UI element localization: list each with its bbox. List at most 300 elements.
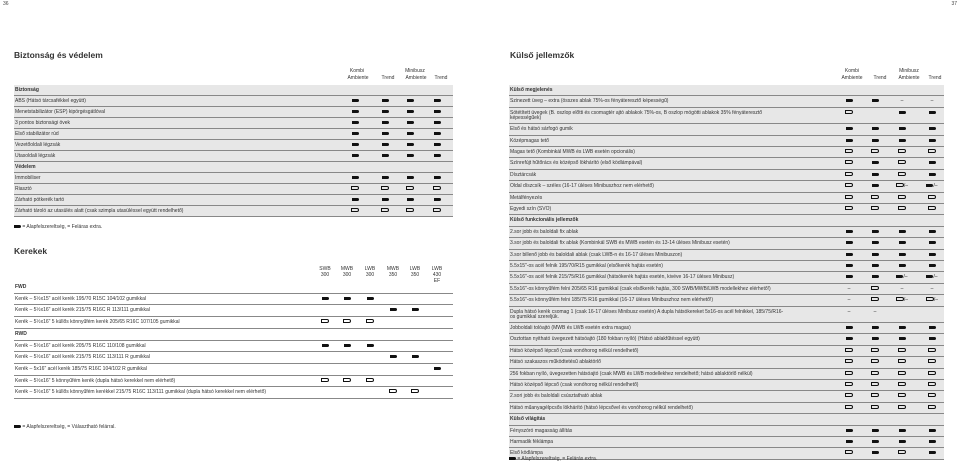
legend-wheels — [14, 424, 116, 430]
standard-symbol — [434, 99, 441, 102]
availability-cell — [410, 307, 420, 313]
row-label: Metálfényezés — [510, 194, 543, 201]
standard-symbol — [929, 451, 936, 454]
availability-cell — [432, 153, 442, 159]
availability-cell — [927, 286, 937, 292]
row-label: Jobboldali tolóajtó (MWB és LWB esetén extra magas) — [510, 325, 631, 331]
row-label: Utasoldali légzsák — [15, 153, 56, 159]
availability-cell — [870, 263, 880, 269]
optional-symbol — [896, 297, 904, 301]
availability-cell — [405, 120, 415, 126]
standard-symbol — [872, 161, 879, 164]
availability-cell — [844, 263, 854, 269]
standard-symbol — [872, 326, 879, 329]
availability-cell — [350, 186, 360, 192]
availability-cell — [870, 138, 880, 144]
row-background — [14, 162, 453, 172]
standard-symbol — [367, 297, 374, 300]
availability-cell — [350, 208, 360, 214]
availability-cell — [897, 252, 907, 258]
row-divider — [14, 398, 453, 399]
optional-symbol — [871, 371, 879, 375]
availability-cell — [388, 307, 398, 313]
row-label: 256 fokban nyíló, üvegezetten hátsóajtó (csak MWB és LWB modellekhez rendelhető; hátsó ablaktörlő nélkül) — [510, 370, 753, 377]
standard-symbol — [899, 264, 906, 267]
legend-safety-text: = Alapfelszereltség, = Feláras extra. — [22, 224, 103, 230]
standard-symbol — [352, 110, 359, 113]
row-background — [14, 85, 453, 95]
standard-symbol — [382, 176, 389, 179]
standard-symbol — [846, 230, 853, 233]
availability-cell — [365, 296, 375, 302]
optional-symbol — [928, 359, 936, 363]
standard-symbol — [407, 132, 414, 135]
availability-cell — [927, 405, 937, 411]
standard-symbol — [899, 230, 906, 233]
availability-cell — [870, 183, 880, 189]
standard-symbol — [382, 110, 389, 113]
optional-symbol — [871, 286, 879, 290]
availability-cell — [844, 138, 854, 144]
not-available-mark: – — [934, 183, 938, 190]
availability-cell — [844, 428, 854, 434]
availability-cell — [405, 131, 415, 137]
availability-cell — [405, 197, 415, 203]
standard-symbol — [434, 176, 441, 179]
row-label: Sötétített üvegek (B. oszlop előtti és csomagtér ajtó ablakok 75%-os, B oszlop mögötti ablakok 35% fényáteresztő — [510, 109, 763, 116]
optional-symbol — [898, 206, 906, 210]
standard-symbol — [390, 355, 397, 358]
section-heading: FWD — [15, 284, 27, 290]
row-label: Osztottan nyitható üvegezett hátsóajtó (180 fokban nyíló) (Hátsó ablakfűtéssel együtt) — [510, 336, 700, 343]
optional-symbol — [845, 183, 853, 187]
wheel-column-label: MWB 350 — [386, 266, 400, 278]
standard-symbol — [352, 154, 359, 157]
legend-exterior — [509, 456, 597, 462]
standard-symbol — [899, 429, 906, 432]
standard-symbol — [896, 275, 903, 278]
r-header-kombi: Kombi — [844, 68, 860, 74]
availability-cell — [870, 206, 880, 212]
availability-cell — [870, 359, 880, 365]
availability-cell — [897, 138, 907, 144]
availability-cell — [844, 274, 854, 280]
header-ambiente: Ambiente — [347, 75, 369, 81]
availability-cell — [388, 354, 398, 360]
optional-symbol — [411, 389, 419, 393]
row-label: Harmadik féklámpa — [510, 439, 554, 445]
availability-cell — [897, 126, 907, 132]
availability-cell — [320, 343, 330, 349]
optional-symbol — [871, 297, 879, 301]
wheel-column-label: MWB 300 — [340, 266, 354, 278]
wheel-column-label: SWB 300 — [319, 266, 331, 278]
standard-symbol — [846, 99, 853, 102]
row-label: 2.sori jobb és baloldali csúsztatható ablak — [510, 393, 603, 400]
availability-cell — [897, 325, 907, 331]
availability-cell — [365, 343, 375, 349]
availability-cell — [844, 110, 854, 116]
optional-symbol — [389, 389, 397, 393]
optional-symbol — [321, 378, 329, 382]
standard-symbol — [929, 139, 936, 142]
optional-symbol — [845, 172, 853, 176]
optional-symbol — [871, 348, 879, 352]
availability-cell — [897, 240, 907, 246]
availability-cell — [870, 450, 880, 456]
standard-symbol — [407, 110, 414, 113]
optional-symbol — [898, 450, 906, 454]
standard-symbol — [899, 127, 906, 130]
wheel-column-header — [335, 266, 359, 278]
standard-symbol — [407, 154, 414, 157]
optional-symbol — [898, 393, 906, 397]
availability-cell — [405, 142, 415, 148]
standard-symbol — [929, 241, 936, 244]
row-label: Hátsó szakaszos működtetésű ablaktörlő — [510, 359, 601, 366]
availability-cell — [380, 142, 390, 148]
row-label: Oldal díszcsík – széles (16-17 üléses Minibuszhoz nem elérhető) — [510, 183, 654, 190]
availability-cell — [844, 126, 854, 132]
availability-cell — [897, 382, 907, 388]
standard-symbol — [352, 198, 359, 201]
standard-symbol — [929, 337, 936, 340]
row-label: 5.5x16"-os acél felnik 215/75/R16 gumikkal (hátsókerék hajtás esetén, kivéve 16-17 üléses Minibusz) — [510, 274, 735, 281]
optional-symbol — [928, 195, 936, 199]
standard-symbol — [929, 230, 936, 233]
standard-symbol — [434, 143, 441, 146]
availability-cell — [927, 206, 937, 212]
availability-cell — [897, 149, 907, 155]
standard-symbol — [926, 275, 933, 278]
row-label: Riasztó — [15, 186, 32, 192]
standard-symbol — [344, 297, 351, 300]
standard-symbol — [322, 297, 329, 300]
row-divider — [14, 216, 453, 217]
optional-symbol — [845, 382, 853, 386]
optional-symbol — [928, 382, 936, 386]
standard-symbol — [434, 367, 441, 370]
section-heading: Külső megjelenés — [510, 87, 553, 93]
availability-cell — [432, 109, 442, 115]
wheels-title: Kerekek — [14, 246, 48, 256]
availability-cell — [844, 393, 854, 399]
availability-cell — [870, 274, 880, 280]
standard-symbol — [352, 132, 359, 135]
availability-cell — [844, 309, 854, 315]
optional-symbol — [898, 371, 906, 375]
row-divider — [14, 351, 453, 352]
availability-cell — [844, 240, 854, 246]
availability-cell — [897, 110, 907, 116]
standard-symbol — [929, 161, 936, 164]
availability-cell — [927, 336, 937, 342]
availability-cell — [844, 348, 854, 354]
standard-symbol — [872, 230, 879, 233]
standard-symbol — [846, 127, 853, 130]
availability-cell — [432, 142, 442, 148]
standard-symbol — [872, 139, 879, 142]
row-label: Kerék – 5½x16" 5 küllős könnyűfém kerék 205/65 R16C 107/105 gumikkal — [15, 319, 180, 326]
standard-symbol — [872, 184, 879, 187]
standard-symbol — [407, 121, 414, 124]
standard-symbol — [382, 99, 389, 102]
row-divider — [14, 363, 453, 364]
availability-cell — [870, 428, 880, 434]
section-heading: Biztonság — [15, 87, 39, 93]
availability-cell — [432, 175, 442, 181]
optional-symbol — [343, 378, 351, 382]
standard-symbol — [352, 143, 359, 146]
availability-cell — [870, 405, 880, 411]
availability-cell — [927, 325, 937, 331]
standard-symbol — [929, 173, 936, 176]
optional-symbol — [845, 160, 853, 164]
availability-cell: /– — [894, 274, 910, 280]
availability-cell — [380, 208, 390, 214]
standard-symbol — [872, 275, 879, 278]
availability-cell — [432, 366, 442, 372]
standard-symbol — [929, 264, 936, 267]
availability-cell — [380, 175, 390, 181]
availability-cell — [432, 197, 442, 203]
not-available-mark: – — [934, 274, 938, 281]
row-label: Hátsó középső lépcső (csak vonóhorog nélkül rendelhető) — [510, 347, 639, 354]
availability-cell — [927, 428, 937, 434]
availability-cell: /– — [894, 183, 910, 189]
availability-cell — [927, 263, 937, 269]
availability-cell — [870, 195, 880, 201]
standard-symbol — [434, 198, 441, 201]
availability-cell — [927, 371, 937, 377]
not-available-mark: – — [905, 183, 909, 190]
availability-cell: /– — [924, 274, 940, 280]
standard-symbol — [382, 198, 389, 201]
optional-symbol — [845, 110, 853, 114]
availability-cell — [320, 319, 330, 325]
availability-cell — [432, 186, 442, 192]
availability-cell — [844, 371, 854, 377]
availability-cell — [844, 229, 854, 235]
optional-symbol — [928, 405, 936, 409]
availability-cell — [844, 172, 854, 178]
wheel-column-header — [358, 266, 382, 278]
availability-cell — [897, 371, 907, 377]
standard-symbol — [407, 198, 414, 201]
availability-cell — [870, 160, 880, 166]
row-background — [509, 85, 944, 95]
row-label: Dísztárcsák — [510, 171, 537, 178]
availability-cell — [342, 378, 352, 384]
row-label: 2.sor jobb és baloldali fix ablak — [510, 228, 579, 235]
standard-symbol — [352, 176, 359, 179]
standard-symbol — [899, 241, 906, 244]
not-available-mark: – — [847, 308, 851, 315]
optional-symbol — [928, 393, 936, 397]
optional-symbol — [898, 172, 906, 176]
standard-symbol — [929, 127, 936, 130]
optional-symbol — [898, 195, 906, 199]
availability-cell — [870, 172, 880, 178]
availability-cell — [927, 382, 937, 388]
standard-symbol — [412, 355, 419, 358]
availability-cell — [844, 297, 854, 303]
not-available-mark: – — [847, 285, 851, 292]
wheel-column-header — [313, 266, 337, 278]
page-number-left: 36 — [3, 1, 9, 7]
header-ambiente-2: Ambiente — [405, 75, 427, 81]
section-heading: Külső funkcionális jellemzők — [510, 217, 579, 224]
standard-symbol — [846, 326, 853, 329]
availability-cell — [927, 348, 937, 354]
optional-symbol — [928, 206, 936, 210]
availability-cell: /– — [894, 297, 910, 303]
optional-symbol — [845, 149, 853, 153]
standard-symbol — [352, 99, 359, 102]
optional-symbol — [366, 319, 374, 323]
optional-symbol — [351, 208, 359, 212]
optional-symbol — [928, 371, 936, 375]
optional-symbol — [896, 183, 904, 187]
availability-cell — [927, 359, 937, 365]
availability-cell — [927, 110, 937, 116]
standard-symbol — [382, 154, 389, 157]
standard-symbol — [929, 326, 936, 329]
r-header-trend: Trend — [873, 75, 887, 81]
standard-symbol — [846, 253, 853, 256]
standard-symbol — [929, 440, 936, 443]
optional-symbol — [845, 371, 853, 375]
availability-cell — [927, 450, 937, 456]
availability-cell — [927, 195, 937, 201]
row-label: Kerék – 5x16" acél kerék 185/75 R16C 104/102 R gumikkal — [15, 365, 147, 372]
availability-cell — [380, 98, 390, 104]
optional-symbol — [343, 319, 351, 323]
header-minibusz: Minibusz — [405, 68, 425, 74]
standard-symbol — [929, 253, 936, 256]
not-available-mark: – — [935, 297, 939, 304]
availability-cell — [350, 98, 360, 104]
standard-symbol — [926, 184, 933, 187]
section-heading: Külső világítás — [510, 416, 546, 423]
standard-symbol — [872, 264, 879, 267]
standard-symbol — [407, 99, 414, 102]
availability-cell — [320, 296, 330, 302]
row-label: ABS (Hátsó tárcsafékkel együtt) — [15, 98, 86, 104]
row-label: Első stabilizátor rúd — [15, 131, 59, 137]
standard-symbol — [899, 440, 906, 443]
standard-symbol — [434, 121, 441, 124]
availability-cell — [405, 153, 415, 159]
availability-cell — [844, 439, 854, 445]
availability-cell — [365, 319, 375, 325]
availability-cell — [342, 296, 352, 302]
legend-wheels-text: = Alapfelszereltség, = Választható felárral. — [22, 424, 116, 430]
standard-symbol — [352, 121, 359, 124]
optional-symbol — [845, 359, 853, 363]
optional-symbol — [871, 206, 879, 210]
row-label: Fényszóró magasság állítás — [510, 427, 573, 434]
availability-cell — [897, 98, 907, 104]
standard-symbol — [929, 111, 936, 114]
availability-cell — [897, 286, 907, 292]
availability-cell — [350, 120, 360, 126]
optional-symbol — [381, 186, 389, 190]
left-page-title: Biztonság és védelem — [14, 50, 103, 60]
availability-cell — [844, 405, 854, 411]
availability-cell — [380, 109, 390, 115]
row-divider — [14, 340, 453, 341]
availability-cell — [897, 195, 907, 201]
availability-cell — [350, 131, 360, 137]
availability-cell — [844, 382, 854, 388]
standard-symbol — [899, 111, 906, 114]
standard-symbol — [899, 326, 906, 329]
page-number-right: 37 — [951, 1, 957, 7]
availability-cell — [927, 172, 937, 178]
availability-cell — [350, 197, 360, 203]
r-header-ambiente: Ambiente — [841, 75, 863, 81]
optional-symbol — [845, 450, 853, 454]
standard-symbol — [434, 132, 441, 135]
standard-symbol — [407, 143, 414, 146]
standard-symbol — [382, 143, 389, 146]
availability-cell — [870, 252, 880, 258]
availability-cell — [870, 309, 880, 315]
row-label: Kerék – 5½x15" acél kerék 195/70 R15C 104/102 gumikkal — [15, 295, 147, 302]
availability-cell — [350, 153, 360, 159]
availability-cell — [432, 131, 442, 137]
availability-cell — [870, 336, 880, 342]
r-header-ambiente-2: Ambiente — [898, 75, 920, 81]
standard-symbol — [872, 241, 879, 244]
standard-symbol — [382, 121, 389, 124]
row-label: Hátsó műanyagélpcsős lökhárító (hátsó lépcsővel és vonóhorog nélkül rendelhető) — [510, 404, 693, 411]
r-header-minibusz: Minibusz — [899, 68, 919, 74]
standard-symbol — [899, 253, 906, 256]
availability-cell — [844, 450, 854, 456]
availability-cell — [870, 348, 880, 354]
optional-symbol — [406, 208, 414, 212]
availability-cell — [897, 348, 907, 354]
row-divider — [14, 375, 453, 376]
availability-cell — [870, 393, 880, 399]
availability-cell — [405, 175, 415, 181]
optional-symbol — [898, 149, 906, 153]
row-label: Kerék – 5½x16" acél kerék 215/75 R16C R 113/111 gumikkal — [15, 307, 150, 314]
availability-cell — [388, 389, 398, 395]
optional-symbol — [433, 208, 441, 212]
row-label: Szinezett üveg – extra (összes ablak 75%-os fényáteresztő képességű) — [510, 98, 669, 105]
availability-cell — [380, 120, 390, 126]
availability-cell — [365, 378, 375, 384]
standard-symbol — [872, 127, 879, 130]
row-label: Egyedi szín (SVO) — [510, 206, 552, 212]
availability-cell — [844, 183, 854, 189]
optional-symbol — [871, 405, 879, 409]
availability-cell — [870, 297, 880, 303]
row-label: Kerék – 5½x16" acél kerék 215/75 R16C 113/111 R gumikkal — [15, 354, 150, 361]
row-label: Kerék – 5½x16" 5 könnyűfém kerék (dupla hátsó kerekkel nem elérhető) — [15, 377, 176, 384]
optional-symbol — [871, 149, 879, 153]
availability-cell — [870, 98, 880, 104]
availability-cell — [927, 160, 937, 166]
wheel-column-header — [381, 266, 405, 278]
availability-cell — [870, 149, 880, 155]
optional-symbol — [845, 195, 853, 199]
standard-symbol — [872, 253, 879, 256]
optional-symbol — [845, 393, 853, 397]
